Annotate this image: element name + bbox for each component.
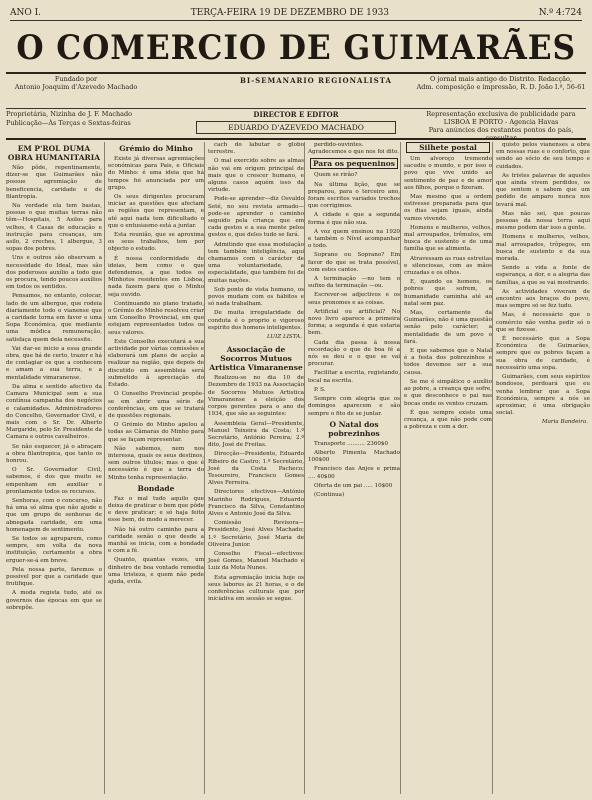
masthead-subrow	[6, 74, 586, 109]
article-paragraph: Pensamos, no entanto, colocar, lado de um albergue, que rodeia diariamente todo o vianense que a caridade torna em favor e uma Sopa Económica, que mediante uma módica remuneração, satisfaça quem dela necessite.	[6, 293, 102, 343]
article-columns	[6, 142, 590, 794]
article-paragraph: Quem se rirão?	[314, 172, 358, 179]
article-paragraph: Transporte .......... 2360$0	[314, 440, 389, 447]
article-paragraph: Mas, é necessário que o comércio não venha pedir só o que se fizesse.	[496, 312, 590, 333]
masthead-subrow-2	[6, 108, 586, 140]
director-label: DIRECTOR E EDITOR	[253, 110, 339, 119]
ads-block: Representação exclusiva de publicidade para LISBOA E PORTO - Agencia Havas Para anúncios dos restantes pontos do país, consultar	[426, 110, 576, 142]
column-3	[204, 142, 304, 794]
article-paragraph: Assembleia Geral—Presidente, Manuel Teixeira da Costa; 1.º Secretário, António Pereira; 2.º dito, José de Freitas.	[208, 420, 304, 449]
article-signature: LUIZ LISTA.	[267, 334, 302, 341]
article-heading: Para os pequeninos	[310, 158, 398, 169]
column-5	[400, 142, 492, 794]
article-paragraph: perdido-ouvintes. Agradecemos o que nos foi dito.	[308, 142, 399, 156]
issue-number: N.º 4:724	[538, 8, 582, 18]
article-paragraph: Admitindo que essa modulação tem também inteligência, aqui chamamos com o carácter de uma voluntariedade, a especialidade, que também foi de muitas nações.	[208, 241, 304, 284]
column-4	[304, 142, 400, 794]
director-name: EDUARDO D'AZEVEDO MACHADO	[196, 121, 396, 134]
article-paragraph: Existe já diversas agremiações económicas para Pais, e Oficiais do Minho: é uma ideia que há tempos foi anunciada por um grupo.	[108, 156, 204, 191]
article-paragraph: Sob ponto de vista humano, os povos mudam com os hábitos e só nada trabalham.	[208, 286, 304, 308]
column-1	[6, 142, 102, 794]
article-paragraph: Escrever-se adjectivos e os seus pronomes e as coisas.	[308, 292, 400, 306]
article-paragraph: Francisco das Anjos e prima .... 40$00	[308, 466, 400, 480]
article-paragraph: Não sabemos, nem nos interessa, quais os seus destinos, sem outros títulos; mas o que é necessário é que a terra do Minho tenha representação.	[108, 445, 204, 481]
article-heading: EM P'ROL DUMA OBRA HUMANITARIA	[7, 144, 101, 162]
article-paragraph: E, quando os homens, os pobres que sofrem, a humanidade caminha até ao natal sem paz.	[404, 279, 492, 307]
owner-block: Proprietária, Nizinha de J. F. Machado Publicação—Às Terças e Sextas-feiras	[6, 110, 133, 127]
article-paragraph: Homens e mulheres, velhos, mal arroupados, trêmulos, em busca de sustento e de uma família que se alimenta.	[404, 224, 492, 253]
article-heading: Bondade	[137, 483, 175, 493]
article-paragraph: Uns e outros são observam a necessidade do Ideal, mas são dos poderosos auxílio a todo que os procura, tendo poucos auxílios em todos os sentidos.	[6, 255, 102, 291]
article-paragraph: Na última lição, que se preparou, para o terceiro ano, foram escritos variados trechos que corrigimos.	[308, 181, 400, 210]
issue-date: TERÇA-FEIRA 19 DE DEZEMBRO DE 1933	[190, 8, 390, 18]
article-paragraph: quisto pelos vianenses a obra em nossas ruas e o conforto, que sendo ao sócio de seu tempo e cuidados.	[496, 142, 590, 170]
article-paragraph: Comissão Revisora—Presidente, José Alves Machado; 1.º Secretário, José Maria de Oliveira Junior.	[208, 520, 304, 548]
article-paragraph: Esta agremiação inicia hoje os seus labores às 21 horas, e o de conferências culturais que por iniciativa em sessão se segue.	[208, 574, 304, 603]
masthead	[6, 24, 586, 74]
article-paragraph: Se me é simpático o auxílio ao pobre, a creança que sofre, e que desconhece o pai nas bocas onde os ventos cruzam.	[404, 378, 492, 407]
column-6	[492, 142, 590, 794]
founder-block: Fundado por Antonio Joaquim d'Azevedo Machado	[14, 75, 138, 91]
article-paragraph: Mas não sei, que poucas pessoas da nossa terra aqui mesmo podem dar isso a gente.	[496, 210, 590, 232]
newspaper-subtitle: BI-SEMANARIO REGIONALISTA	[240, 76, 392, 85]
article-paragraph: A terminação —no tem o sufixo da terminação —ou.	[308, 276, 400, 290]
article-paragraph: Guimarães, com seus espíritos bondosos, perdoará que eu venha lembrar que a Sopa Económica, sempre a nós se aproximar, é uma obrigação social.	[496, 374, 590, 417]
article-paragraph: Este Conselho executará a sua actividade por várias comissões e elaborará um plano de acção a realizar na região, que depois de discutido em assembleia será submetido à apreciação do Estado.	[108, 338, 204, 389]
article-paragraph: Vai dar-se inicio a essa grande obra, que há de certo, trazer e há de contagiar os que a conhecem e amam a sua terra, e a mentalidade vimaranense.	[6, 345, 102, 381]
article-paragraph: Faz o mal tudo aquilo que deixa de praticar o bem que pôde e deve praticar; e só haja feito esse bem, de modo a merecer.	[108, 495, 204, 524]
article-paragraph: Um alvoroço tremendo sacudiu o mundo, e por isso o povo que vive unido ao sentimento de paz e de amor aos filhos, porque o fizeram.	[404, 156, 492, 191]
article-heading: Grémio do Minho	[119, 144, 193, 153]
director-block	[196, 110, 396, 134]
article-paragraph: Conselho Fiscal—efectivos: José Gomes, Manuel Machado e Luiz da Mota Nunes.	[208, 550, 304, 572]
article-paragraph: Realizou-se no dia 10 de Dezembro de 1933 na Associação de Socorros Mutuos Artistica Vimaranense a eleição dos corpos gerentes para o ano de 1934, que são as seguintes:	[208, 375, 304, 418]
article-paragraph: Se todos se agruparem, como sempre, em volta da nova instituição, certamente a obra erguer-se-á em breve.	[6, 535, 102, 564]
article-paragraph: A cidade e que a segunda forma é que não sua.	[308, 212, 400, 226]
article-paragraph: O Conselho Provincial propõe-se em abrir uma série de conferências, em que se tratará de questões regionais.	[108, 391, 204, 419]
article-paragraph: (Continua)	[314, 491, 345, 498]
article-paragraph: Oferta de um pai ..... 10$00	[314, 482, 393, 489]
article-paragraph: cach do labutar o globo terrestre.	[208, 142, 304, 156]
article-paragraph: P. S.	[314, 386, 326, 393]
newspaper-title: O COMERCIO DE GUIMARÃES	[16, 28, 576, 68]
article-paragraph: Homens e mulheres, velhos, mal arroupados, trôpegos, em busca de sustento e da sua morada.	[496, 234, 590, 263]
article-heading: Silhete postal	[406, 142, 490, 153]
article-paragraph: Na verdade ela tem bastas, possue o que muitas terras não têm—Hospitais, 5 Asilos para velhos, 4 Casas de educação e instrução para creanças, um asilo, 2 creches, 1 albergue, 3 sopas dos pobres.	[6, 203, 102, 253]
year-label: ANO I.	[10, 8, 42, 18]
article-paragraph: As tristes palavras de aqueles que ainda vivem perdidos, os que sentem e sabem que um pedido de amparo nunca nos levará mal.	[496, 172, 590, 208]
article-paragraph: Da alma e sentido afectivo da Camara Municipal sem a sua contínua campanha dos negócios e calamidades. Administradores do Concelho, Governador Civil, e mais com o Sr. Dr. Alberto Margaride, pelo Sr. Presidente da Camara e outros cavalheiros.	[6, 383, 102, 441]
article-paragraph: É que sempre existe uma creança, a que não pode com a pobreza e com a dor.	[404, 409, 492, 431]
article-paragraph: As actividades viveram de encontro aos braços do povo, mas sempre só se fez tudo.	[496, 288, 590, 310]
article-paragraph: Soprano ou Soprano? Em favor do que se trata possível, com estes cantos.	[308, 252, 400, 273]
article-paragraph: Esta reunião, que se aproxima os seus trabalhos, tem por objecto o estudo.	[108, 232, 204, 253]
article-paragraph: Quanto, quantas vezes, um dinheiro de boa vontade remedia uma tristeza, e quem não pede ajuda, evita.	[108, 557, 204, 585]
article-paragraph: O mal exercido sobre as almas não vai em origem principal de mais que o crescer humano, e alguns casos aquém isso da virtude.	[208, 158, 304, 194]
article-paragraph: É nossa conformidade de ideias, bem como o que defendemos, a que todos os Minhotos residentes em Lisboa, nada fazem para que o Minho seja ouvido.	[108, 255, 204, 298]
top-info-bar	[10, 6, 582, 21]
article-paragraph: O Sr. Governador Civil, sabemos, é dos que muito se empenham em auxiliar e prontamente todos os recursos.	[6, 467, 102, 495]
article-paragraph: Mas, certamente da Guimarães, não é uma questão senão pelo carácter; a mentalidade de um povo o fará.	[404, 310, 492, 345]
article-paragraph: Não pôde, repentinamente, dizer-se que Guimarães não possue agremiação de beneficencia, caridade e de filantropia.	[6, 165, 102, 200]
article-heading: Associação de Socorros Mutuos Artistica Vimaranense	[209, 345, 303, 373]
article-paragraph: De muita irregularidade de conduta é o proprio e vigoroso espírito dos homens inteligentes.	[208, 310, 304, 331]
article-paragraph: Atravessam as ruas estreitas e silenciosas, com as mãos cruzadas e os olhos.	[404, 255, 492, 277]
article-paragraph: Facilitar a escrita, registando, local na escrita.	[308, 370, 400, 384]
article-heading: O Natal dos pobrezinhos	[328, 419, 380, 438]
article-paragraph: A voz quem ensinou na 1920 e também o Nível acompanhar o todo.	[308, 228, 400, 250]
article-paragraph: Continuando no plano tratado, o Grémio do Minho resolveu criar um Conselho Provincial, em que estejam representados todos os seus valores.	[108, 300, 204, 336]
column-2	[104, 142, 204, 794]
article-paragraph: Direcção—Presidente, Eduardo Ribeiro de Castro; 1.º Secretário, José da Costa Pacheco; Tesoureiro, Francisco Gomes Alves Ferreira.	[208, 451, 304, 487]
article-paragraph: Pela nossa parte, faremos o possivel por que a caridade que frutifique.	[6, 566, 102, 588]
article-paragraph: É necessário que a Sopa Económica de Guimarães, sempre que os pobres façam a sua obra de caridade, é necessário uma sopa.	[496, 336, 590, 371]
article-paragraph: Directores efectivos—António Marinho Rodrigues, Eduardo Francisco da Silva, Constantino Alves e Antonio José da Silva.	[208, 489, 304, 517]
article-paragraph: Se não esquecer, já o abraçam a obra filantropica, que tanto os honrou.	[6, 443, 102, 464]
article-paragraph: Pode-se aprender—diz Osvaldo Seté, no seu revista armado—pode-se aprender o caminho seguido pela criança que em cada gestos e a sua mente pelos gestos e, que deles tudo se fará.	[208, 196, 304, 239]
article-paragraph: E que sabemos que o Natal é a festa dos pobrezinhos e todos devemos ser a sua causa.	[404, 348, 492, 376]
article-paragraph: Os seus dirigentes procuram iniciar as questões que afectam as regiões que representam, e até aqui nada tem dificultado o que o entusiasmo está a juntar.	[108, 194, 204, 229]
article-paragraph: O Grémio do Minho apelou a todas as Câmaras do Minho para que se façam representar.	[108, 422, 204, 443]
article-paragraph: A moda regista tudo, até os governos das épocas em que se sobrepõe.	[6, 590, 102, 611]
article-paragraph: Cada dia passa à nossa recordação o que de boa fé a nós se deu e o que se vai procurar.	[308, 339, 400, 368]
article-paragraph: Senhoras, com o concurso, não há uma só alma que não ajude e que um grupo de senhoras de abnegada caridade, em uma homenagem de sentimento.	[6, 497, 102, 533]
article-paragraph: Sendo a vida a fonte de esperança, a dor, e a alegria das famílias, a que se vai mostrando.	[496, 265, 590, 286]
article-paragraph: Artificial ou artificial? No novo livro aparece a primeira forma; a segunda é que estaria bem.	[308, 308, 400, 337]
article-paragraph: Não há outro caminho para a caridade senão o que desde a manhã se inicia, com a bondade e com a fé.	[108, 526, 204, 555]
article-signature: Maria Bandeira.	[541, 419, 588, 426]
article-paragraph: Sempre com alegria que os domingos aparecem e são sempre o fito de se juntar.	[308, 396, 400, 417]
article-paragraph: Alberto Pimenta Machado 100$00	[308, 449, 400, 464]
oldest-paper-block: O jornal mais antigo do Distrito. Redacção, Adm. composição e impressão, R. D. João I.º, 56-61	[416, 75, 586, 91]
article-paragraph: Mas mesmo que a ordem estivesse preparada para que os dias sejam iguais, ainda vamos vivendo.	[404, 194, 492, 222]
